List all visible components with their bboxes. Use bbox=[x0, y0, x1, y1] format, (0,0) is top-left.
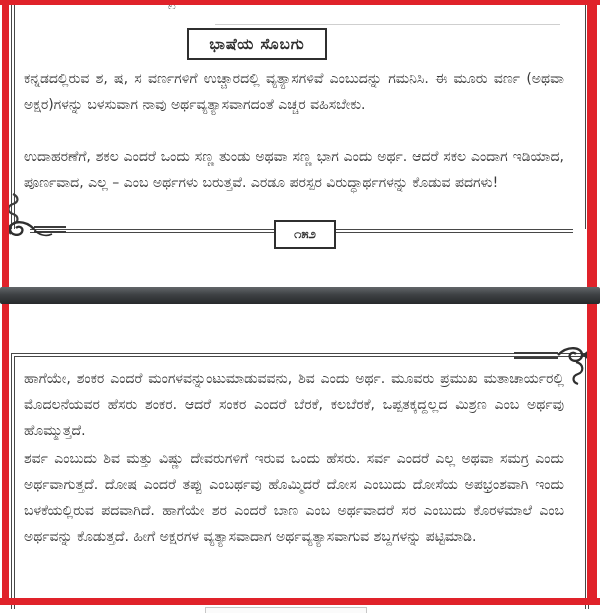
lesson-title-box bbox=[187, 28, 327, 60]
top-right-flourish-icon bbox=[514, 340, 592, 386]
separator-bar bbox=[0, 287, 600, 304]
cutoff-next-title-box bbox=[205, 607, 367, 613]
page-number: ೧೫೨ bbox=[294, 227, 316, 242]
lesson-paragraph-1: ಕನ್ನಡದಲ್ಲಿರುವ ಶ, ಷ, ಸ ವರ್ಣಗಳಿಗೆ ಉಚ್ಚಾರದಲ್ಲಿ ವ್ಯತ್ಯಾಸಗಳಿವೆ ಎಂಬುದನ್ನು ಗಮನಿಸಿ. ಈ ಮೂರು ವರ್ಣ (ಅಥವಾ ಅಕ್ಷರ)ಗಳನ್ನು ಬಳಸುವಾಗ ನಾವು ಅರ್ಥವ್ಯತ್ಯಾಸವಾಗದಂತೆ ಎಚ್ಚರ ವಹಿಸಬೇಕು. bbox=[24, 71, 564, 113]
lesson-paragraph-2: ಉದಾಹರಣೆಗೆ, ಶಕಲ ಎಂದರೆ ಒಂದು ಸಣ್ಣ ತುಂಡು ಅಥವಾ ಸಣ್ಣ ಭಾಗ ಎಂದು ಅರ್ಥ. ಆದರೆ ಸಕಲ ಎಂದಾಗ ಇಡಿಯಾದ, ಪೂರ್ಣವಾದ, ಎಲ್ಲ – ಎಂಬ ಅರ್ಥಗಳು ಬರುತ್ತವೆ. ಎರಡೂ ಪರಸ್ಪರ ವಿರುದ್ಧಾರ್ಥಗಳನ್ನು ಕೊಡುವ ಪದಗಳು! bbox=[24, 149, 564, 191]
continuation-paragraph-2: ಶರ್ವ ಎಂಬುದು ಶಿವ ಮತ್ತು ವಿಷ್ಣು ದೇವರುಗಳಿಗೆ ಇರುವ ಒಂದು ಹೆಸರು. ಸರ್ವ ಎಂದರೆ ಎಲ್ಲ ಅಥವಾ ಸಮಗ್ರ ಎಂದು ಅರ್ಥವಾಗುತ್ತದೆ. ದೋಷ ಎಂದರೆ ತಪ್ಪು ಎಂಬರ್ಥವು ಹೊಮ್ಮಿದರೆ ದೋಸ ಎಂಬುದು ದೋಸೆಯ ಅಪಭ್ರಂಶವಾಗಿ ಇಂದು ಬಳಕೆಯಲ್ಲಿರುವ ಪದವಾಗಿದೆ. ಹಾಗೆಯೇ ಶರ ಎಂದರೆ ಬಾಣ ಎಂಬ ಅರ್ಥವಾದರೆ ಸರ ಎಂಬುದು ಕೊರಳಮಾಲೆ ಎಂಬ ಅರ್ಥವನ್ನು ಕೊಡುತ್ತದೆ. ಹೀಗೆ ಅಕ್ಷರಗಳ ವ್ಯತ್ಯಾಸವಾದಾಗ ಅರ್ಥವ್ಯತ್ಯಾಸವಾಗುವ ಶಬ್ದಗಳನ್ನು ಪಟ್ಟಿಮಾಡಿ. bbox=[24, 451, 564, 545]
lesson-title: ಭಾಷೆಯ ಸೊಬಗು bbox=[209, 35, 305, 53]
page-number-badge bbox=[274, 220, 336, 249]
red-border-bottom bbox=[0, 598, 600, 605]
red-border-top bbox=[0, 0, 600, 5]
continuation-paragraph-1: ಹಾಗೆಯೇ, ಶಂಕರ ಎಂದರೆ ಮಂಗಳವನ್ನುಂಟುಮಾಡುವವನು, ಶಿವ ಎಂದು ಅರ್ಥ. ಮೂವರು ಪ್ರಮುಖ ಮತಾಚಾರ್ಯರಲ್ಲಿ ಮೊದಲನೆಯವರ ಹೆಸರು ಶಂಕರ. ಆದರೆ ಸಂಕರ ಎಂದರೆ ಬೆರಕೆ, ಕಲಬೆರಕೆ, ಒಪ್ಪತಕ್ಕದ್ದಲ್ಲದ ಮಿಶ್ರಣ ಎಂಬ ಅರ್ಥವು ಹೊಮ್ಮುತ್ತದೆ. bbox=[24, 371, 564, 439]
bottom-left-flourish-icon bbox=[4, 212, 68, 246]
